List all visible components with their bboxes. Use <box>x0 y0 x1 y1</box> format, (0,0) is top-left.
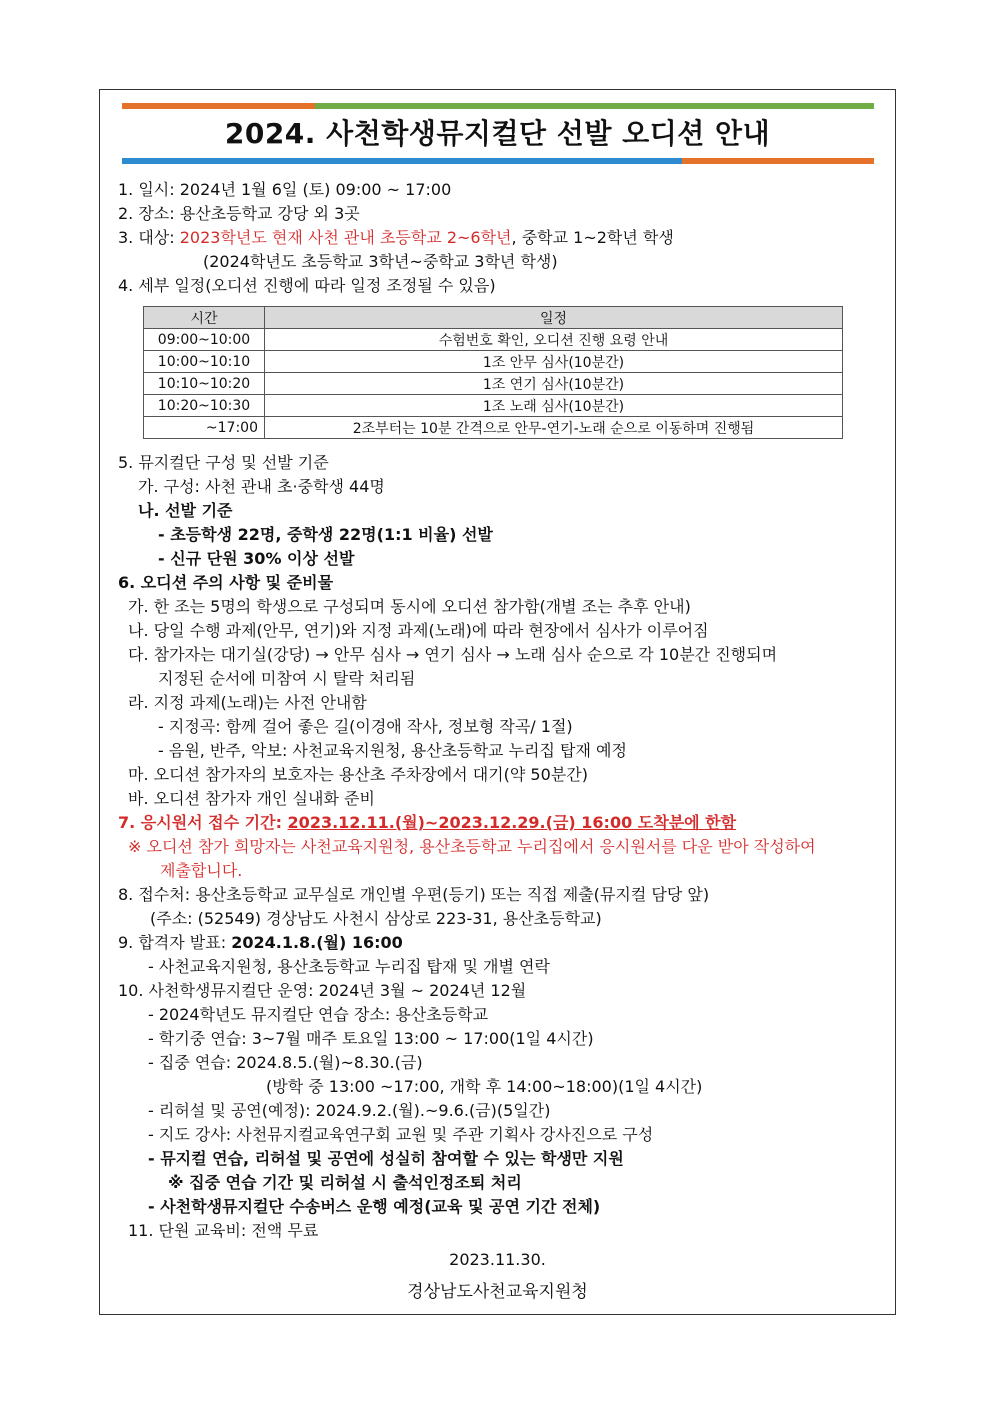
table-header-schedule: 일정 <box>265 307 843 329</box>
item-application-label: 7. 응시원서 접수 기간: <box>118 813 288 832</box>
table-cell-desc: 1조 노래 심사(10분간) <box>265 395 843 417</box>
schedule-table <box>143 306 843 439</box>
footer-date: 2023.11.30. <box>449 1250 546 1269</box>
table-header-row <box>144 307 843 329</box>
item-composition: 5. 뮤지컬단 구성 및 선발 기준 <box>118 453 329 472</box>
item-notice-f: 바. 오디션 참가자 개인 실내화 준비 <box>128 789 375 808</box>
title-bar-top-green <box>315 103 874 109</box>
item-operation-g: - 사천학생뮤지컬단 수송버스 운행 예정(교육 및 공연 기간 전체) <box>148 1197 601 1216</box>
item-notice-d1: - 지정곡: 함께 걸어 좋은 길(이경애 작사, 정보형 작곡/ 1절) <box>158 717 573 736</box>
table-cell-time: 10:10~10:20 <box>144 373 265 395</box>
item-notice-d: 라. 지정 과제(노래)는 사전 안내함 <box>128 693 367 712</box>
item-notice-c2: 지정된 순서에 미참여 시 탈락 처리됨 <box>158 669 416 688</box>
page-title: 2024. 사천학생뮤지컬단 선발 오디션 안내 <box>224 117 771 150</box>
item-operation-f: - 뮤지컬 연습, 리허설 및 공연에 성실히 참여할 수 있는 학생만 지원 <box>148 1149 624 1168</box>
table-cell-desc: 1조 연기 심사(10분간) <box>265 373 843 395</box>
item-application-note2: 제출합니다. <box>160 861 243 880</box>
table-cell-desc: 1조 안무 심사(10분간) <box>265 351 843 373</box>
item-target <box>118 227 674 249</box>
table-cell-time: 09:00~10:00 <box>144 329 265 351</box>
item-composition-a: 가. 구성: 사천 관내 초·중학생 44명 <box>138 477 385 496</box>
item-target-sub: (2024학년도 초등학교 3학년~중학교 3학년 학생) <box>203 252 558 271</box>
table-cell-time: 10:00~10:10 <box>144 351 265 373</box>
item-notice-b: 나. 당일 수행 과제(안무, 연기)와 지정 과제(노래)에 따라 현장에서 심사가 이루어짐 <box>128 621 709 640</box>
item-date: 1. 일시: 2024년 1월 6일 (토) 09:00 ~ 17:00 <box>118 180 452 199</box>
item-composition-b2: - 신규 단원 30% 이상 선발 <box>158 549 355 568</box>
table-row <box>144 395 843 417</box>
item-notice-a: 가. 한 조는 5명의 학생으로 구성되며 동시에 오디션 참가함(개별 조는 추후 안내) <box>128 597 691 616</box>
item-operation-f2: ※ 집중 연습 기간 및 리허설 시 출석인정조퇴 처리 <box>168 1173 522 1192</box>
item-operation-b: - 학기중 연습: 3~7월 매주 토요일 13:00 ~ 17:00(1일 4시간) <box>148 1029 594 1048</box>
item-target-highlight: 2023학년도 현재 사천 관내 초등학교 2~6학년 <box>179 228 512 247</box>
item-announcement-label: 9. 합격자 발표: <box>118 933 232 952</box>
item-notice: 6. 오디션 주의 사항 및 준비물 <box>118 573 334 592</box>
item-submission: 8. 접수처: 용산초등학교 교무실로 개인별 우편(등기) 또는 직접 제출(뮤지컬 담당 앞) <box>118 885 710 904</box>
table-cell-desc: 2조부터는 10분 간격으로 안무-연기-노래 순으로 이동하며 진행됨 <box>265 417 843 439</box>
item-announcement-date: 2024.1.8.(월) 16:00 <box>231 933 403 952</box>
item-notice-c: 다. 참가자는 대기실(강당) → 안무 심사 → 연기 심사 → 노래 심사 순으로 각 10분간 진행되며 <box>128 645 778 664</box>
item-composition-b: 나. 선발 기준 <box>138 501 233 520</box>
item-composition-b1: - 초등학생 22명, 중학생 22명(1:1 비율) 선발 <box>158 525 493 544</box>
item-submission-address: (주소: (52549) 경상남도 사천시 삼상로 223-31, 용산초등학교) <box>150 909 602 928</box>
table-cell-desc: 수험번호 확인, 오디션 진행 요령 안내 <box>265 329 843 351</box>
item-notice-e: 마. 오디션 참가자의 보호자는 용산초 주차장에서 대기(약 50분간) <box>128 765 588 784</box>
item-target-label: 3. 대상: <box>118 228 180 247</box>
item-notice-d2: - 음원, 반주, 악보: 사천교육지원청, 용산초등학교 누리집 탑재 예정 <box>158 741 627 760</box>
item-application-note: ※ 오디션 참가 희망자는 사천교육지원청, 용산초등학교 누리집에서 응시원서를 다운 받아 작성하여 <box>128 837 816 856</box>
table-cell-time: ~17:00 <box>144 417 265 439</box>
table-row <box>144 329 843 351</box>
item-schedule-heading: 4. 세부 일정(오디션 진행에 따라 일정 조정될 수 있음) <box>118 276 496 295</box>
item-operation-d: - 리허설 및 공연(예정): 2024.9.2.(월).~9.6.(금)(5일간) <box>148 1101 551 1120</box>
item-operation-a: - 2024학년도 뮤지컬단 연습 장소: 용산초등학교 <box>148 1005 489 1024</box>
table-row <box>144 373 843 395</box>
item-fee: 11. 단원 교육비: 전액 무료 <box>128 1221 319 1240</box>
title-bar-bottom-blue <box>122 158 682 164</box>
table-header-time: 시간 <box>144 307 265 329</box>
item-application-dates: 2023.12.11.(월)~2023.12.29.(금) 16:00 도착분에 한함 <box>287 813 737 832</box>
title-bar-bottom-orange <box>682 158 874 164</box>
table-cell-time: 10:20~10:30 <box>144 395 265 417</box>
item-application-period <box>118 812 736 834</box>
item-target-rest: , 중학교 1~2학년 학생 <box>511 228 674 247</box>
item-operation: 10. 사천학생뮤지컬단 운영: 2024년 3월 ~ 2024년 12월 <box>118 981 527 1000</box>
table-row <box>144 417 843 439</box>
item-place: 2. 장소: 용산초등학교 강당 외 3곳 <box>118 204 360 223</box>
item-operation-c: - 집중 연습: 2024.8.5.(월)~8.30.(금) <box>148 1053 423 1072</box>
footer-org: 경상남도사천교육지원청 <box>407 1282 588 1302</box>
item-operation-e: - 지도 강사: 사천뮤지컬교육연구회 교원 및 주관 기획사 강사진으로 구성 <box>148 1125 654 1144</box>
item-announcement <box>118 932 403 954</box>
title-bar-top-orange <box>122 103 315 109</box>
table-row <box>144 351 843 373</box>
item-announcement-sub: - 사천교육지원청, 용산초등학교 누리집 탑재 및 개별 연락 <box>148 957 550 976</box>
item-operation-c2: (방학 중 13:00 ~17:00, 개학 후 14:00~18:00)(1일 4시간) <box>266 1077 703 1096</box>
